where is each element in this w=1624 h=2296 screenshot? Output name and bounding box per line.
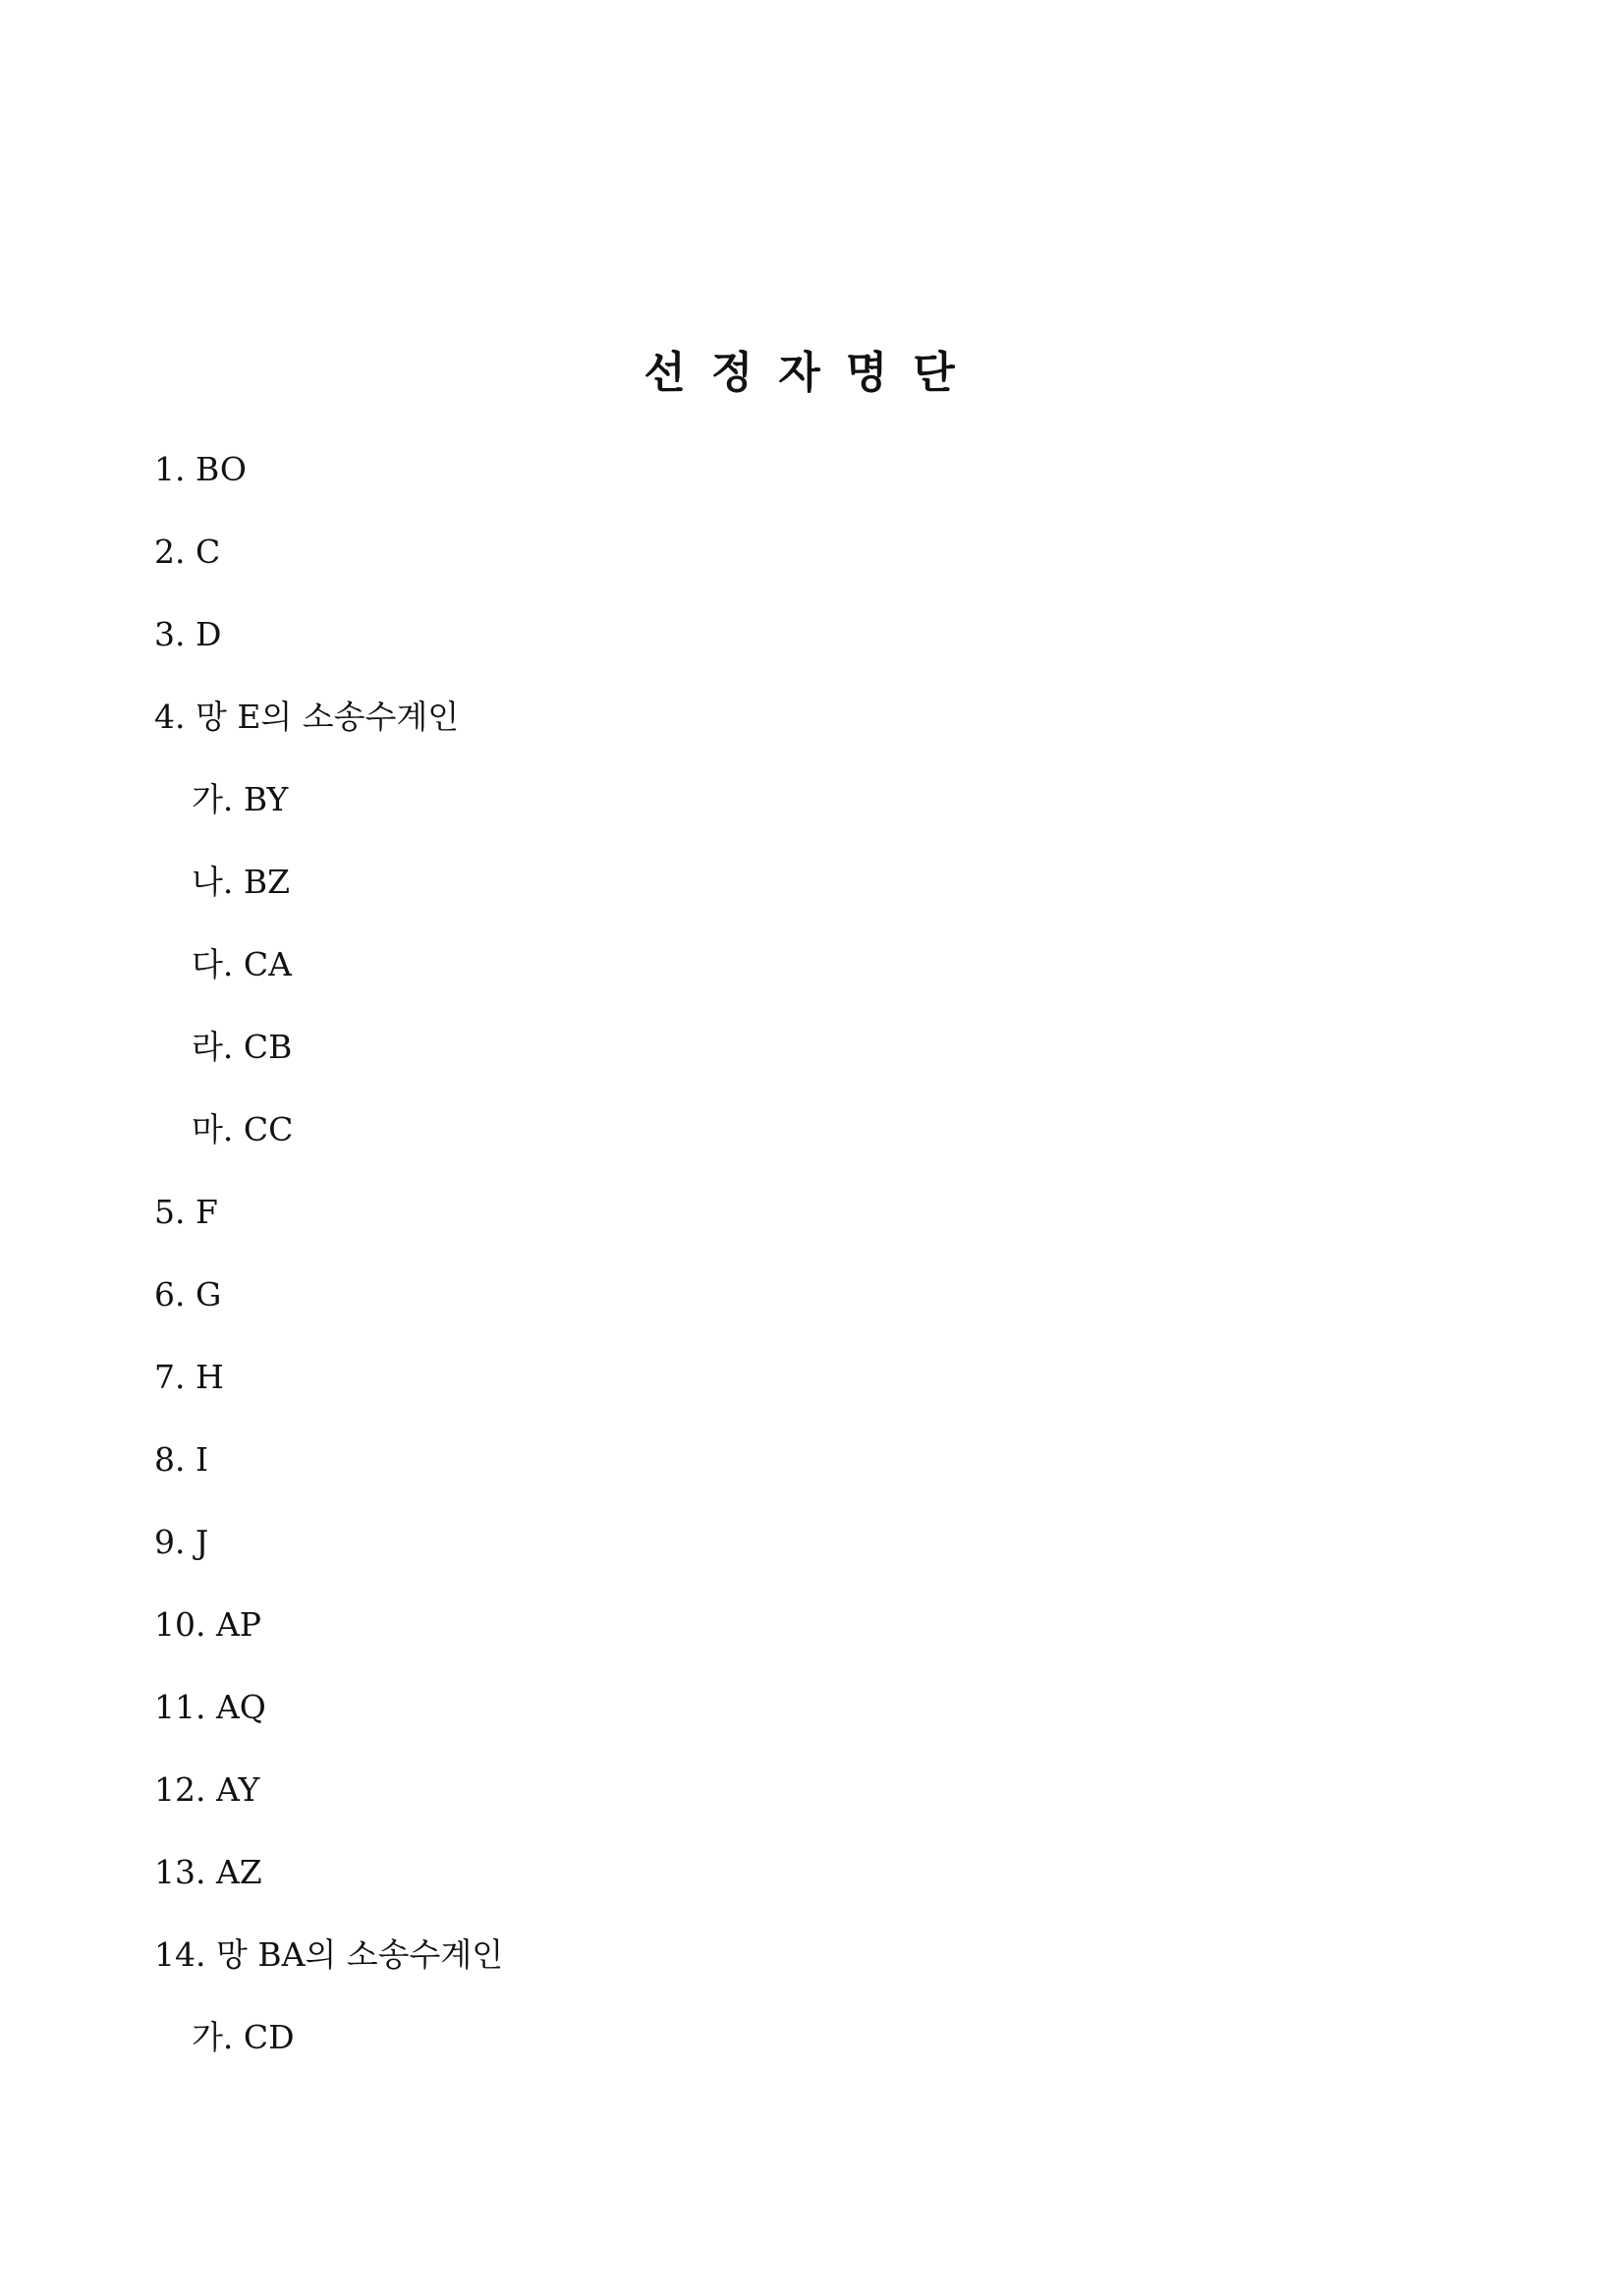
list-item: 8. I (154, 1440, 209, 1479)
sub-list-item: 가. BY (192, 780, 289, 818)
list-item: 7. H (154, 1358, 224, 1396)
list-item: 4. 망 E의 소송수계인 (154, 698, 460, 736)
list-item: 14. 망 BA의 소송수계인 (154, 1935, 504, 1974)
sub-list-item: 가. CD (192, 2018, 295, 2056)
page-title: 선정자명단 (644, 348, 980, 398)
list-item: 13. AZ (154, 1853, 262, 1891)
list-item: 10. AP (154, 1605, 262, 1644)
list-item: 5. F (154, 1193, 218, 1231)
list-item: 1. BO (154, 450, 247, 488)
sub-list-item: 라. CB (192, 1028, 293, 1066)
list-item: 11. AQ (154, 1688, 266, 1726)
designee-list (154, 444, 503, 2095)
list-item: 9. J (154, 1523, 209, 1561)
list-item: 3. D (154, 615, 222, 653)
list-item: 12. AY (154, 1770, 260, 1809)
list-item: 6. G (154, 1275, 222, 1314)
list-item: 2. C (154, 532, 221, 571)
sub-list-item: 다. CA (192, 945, 292, 983)
sub-list-item: 나. BZ (192, 863, 291, 901)
sub-list-item: 마. CC (192, 1110, 294, 1148)
